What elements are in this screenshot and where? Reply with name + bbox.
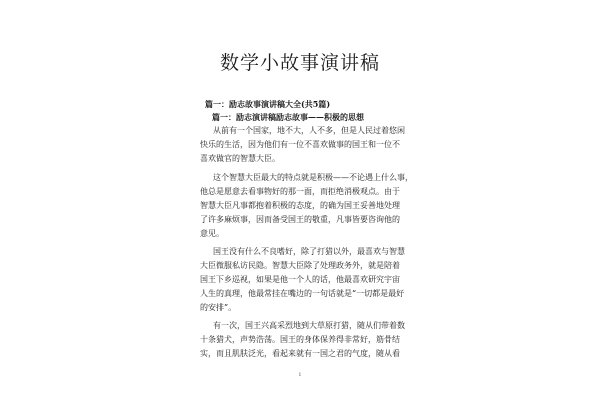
section-heading: 篇一：励志故事演讲稿大全(共5篇) xyxy=(205,99,331,109)
paragraph-line: 国王下乡巡视，如果是他一个人的话，他最喜欢研究宇宙 xyxy=(200,275,400,284)
paragraph-line: 的安排”。 xyxy=(200,303,237,312)
subheading: 篇一：励志演讲稿励志故事——积极的思想 xyxy=(212,112,364,122)
paragraph-line: 智慧大臣凡事都抱着积极的态度，的确为国王妥善地处理 xyxy=(200,201,400,210)
page-number: 1 xyxy=(298,372,302,378)
paragraph-line: 喜欢做官的智慧大臣。 xyxy=(200,154,280,163)
paragraph-line: 快乐的生活，因为他们有一位不喜欢做事的国王和一位不 xyxy=(200,140,400,149)
paragraph-line: 十条猎犬，声势浩荡。国王的身体保养得非常好，筋骨结 xyxy=(200,335,400,344)
paragraph-line: 他总是愿意去看事物好的那一面，而拒绝消极观点。由于 xyxy=(200,187,400,196)
paragraph-line: 有一次，国王兴高采烈地到大草原打猎，随从们带着数 xyxy=(213,321,405,330)
paragraph-line: 意见。 xyxy=(200,229,224,238)
document-title: 数学小故事演讲稿 xyxy=(219,52,380,74)
paragraph-line: 实，而且肌肤泛光，看起来就有一国之君的气度，随从看 xyxy=(200,349,400,358)
paragraph-line: 从前有一个国家，地不大，人不多，但是人民过着悠闲 xyxy=(213,126,405,135)
paragraph-line: 了许多麻烦事，因而备受国王的敬重，凡事皆要咨询他的 xyxy=(200,215,400,224)
paragraph-line: 这个智慧大臣最大的特点就是积极——不论遇上什么事， xyxy=(213,173,413,182)
paragraph-line: 大臣微服私访民隐。智慧大臣除了处理政务外，就是陪着 xyxy=(200,261,400,270)
paragraph-line: 人生的真理，他最常挂在嘴边的一句话就是“一切都是最好 xyxy=(200,289,405,298)
paragraph-line: 国王没有什么不良嗜好，除了打猎以外，最喜欢与智慧 xyxy=(213,247,405,256)
